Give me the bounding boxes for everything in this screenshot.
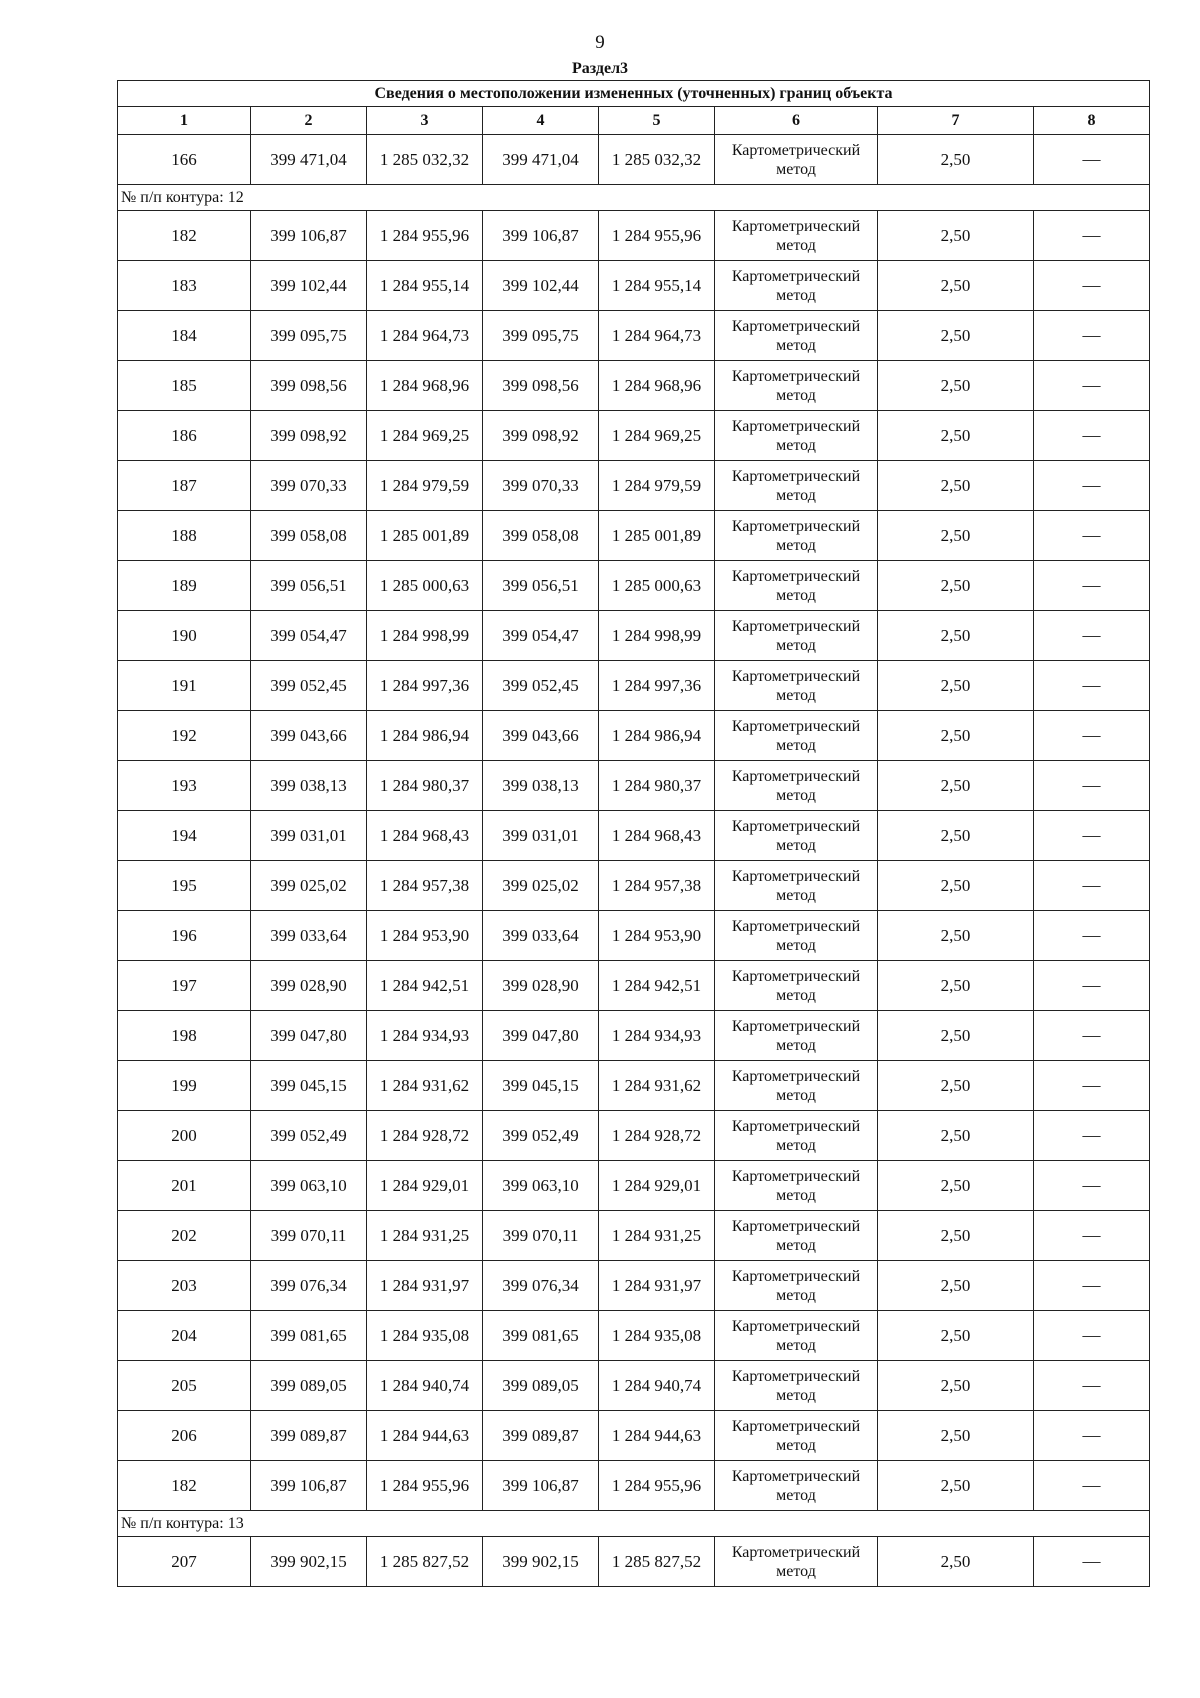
point-number-cell: 195 bbox=[118, 861, 251, 911]
table-row bbox=[118, 961, 1150, 1011]
y-old-cell: 1 284 944,63 bbox=[367, 1411, 483, 1461]
precision-cell: 2,50 bbox=[878, 1211, 1034, 1261]
y-old-cell: 1 284 931,25 bbox=[367, 1211, 483, 1261]
y-old-cell: 1 284 953,90 bbox=[367, 911, 483, 961]
description-cell: — bbox=[1034, 1311, 1150, 1361]
method-cell: Картометрический метод bbox=[715, 561, 878, 611]
precision-cell: 2,50 bbox=[878, 961, 1034, 1011]
precision-cell: 2,50 bbox=[878, 1011, 1034, 1061]
contour-label-row bbox=[118, 185, 1150, 211]
description-cell: — bbox=[1034, 1061, 1150, 1111]
precision-cell: 2,50 bbox=[878, 1411, 1034, 1461]
table-row bbox=[118, 1461, 1150, 1511]
table-title: Сведения о местоположении измененных (уточненных) границ объекта bbox=[118, 81, 1150, 107]
point-number-cell: 192 bbox=[118, 711, 251, 761]
x-old-cell: 399 047,80 bbox=[251, 1011, 367, 1061]
contour-label: № п/п контура: 12 bbox=[118, 185, 1150, 211]
y-new-cell: 1 284 935,08 bbox=[599, 1311, 715, 1361]
x-new-cell: 399 106,87 bbox=[483, 211, 599, 261]
x-old-cell: 399 052,49 bbox=[251, 1111, 367, 1161]
x-new-cell: 399 089,05 bbox=[483, 1361, 599, 1411]
y-old-cell: 1 284 986,94 bbox=[367, 711, 483, 761]
y-old-cell: 1 284 929,01 bbox=[367, 1161, 483, 1211]
x-old-cell: 399 058,08 bbox=[251, 511, 367, 561]
precision-cell: 2,50 bbox=[878, 1111, 1034, 1161]
x-old-cell: 399 098,56 bbox=[251, 361, 367, 411]
x-new-cell: 399 089,87 bbox=[483, 1411, 599, 1461]
precision-cell: 2,50 bbox=[878, 1061, 1034, 1111]
point-number-cell: 199 bbox=[118, 1061, 251, 1111]
point-number-cell: 200 bbox=[118, 1111, 251, 1161]
method-cell: Картометрический метод bbox=[715, 811, 878, 861]
y-new-cell: 1 284 955,96 bbox=[599, 211, 715, 261]
method-cell: Картометрический метод bbox=[715, 1311, 878, 1361]
table-row bbox=[118, 761, 1150, 811]
y-old-cell: 1 284 931,62 bbox=[367, 1061, 483, 1111]
x-old-cell: 399 106,87 bbox=[251, 1461, 367, 1511]
method-cell: Картометрический метод bbox=[715, 411, 878, 461]
description-cell: — bbox=[1034, 661, 1150, 711]
column-header: 5 bbox=[599, 107, 715, 135]
y-old-cell: 1 284 955,96 bbox=[367, 211, 483, 261]
y-new-cell: 1 284 953,90 bbox=[599, 911, 715, 961]
contour-label-row bbox=[118, 1511, 1150, 1537]
y-new-cell: 1 284 955,14 bbox=[599, 261, 715, 311]
x-new-cell: 399 025,02 bbox=[483, 861, 599, 911]
point-number-cell: 204 bbox=[118, 1311, 251, 1361]
y-new-cell: 1 284 998,99 bbox=[599, 611, 715, 661]
table-row bbox=[118, 1537, 1150, 1587]
description-cell: — bbox=[1034, 211, 1150, 261]
y-new-cell: 1 285 001,89 bbox=[599, 511, 715, 561]
method-cell: Картометрический метод bbox=[715, 861, 878, 911]
x-old-cell: 399 089,87 bbox=[251, 1411, 367, 1461]
method-cell: Картометрический метод bbox=[715, 1011, 878, 1061]
y-old-cell: 1 284 968,43 bbox=[367, 811, 483, 861]
x-new-cell: 399 052,45 bbox=[483, 661, 599, 711]
table-row bbox=[118, 1111, 1150, 1161]
description-cell: — bbox=[1034, 561, 1150, 611]
precision-cell: 2,50 bbox=[878, 1361, 1034, 1411]
point-number-cell: 198 bbox=[118, 1011, 251, 1061]
table-row bbox=[118, 1061, 1150, 1111]
precision-cell: 2,50 bbox=[878, 661, 1034, 711]
description-cell: — bbox=[1034, 811, 1150, 861]
y-old-cell: 1 284 968,96 bbox=[367, 361, 483, 411]
precision-cell: 2,50 bbox=[878, 761, 1034, 811]
description-cell: — bbox=[1034, 311, 1150, 361]
column-header: 7 bbox=[878, 107, 1034, 135]
y-old-cell: 1 284 940,74 bbox=[367, 1361, 483, 1411]
description-cell: — bbox=[1034, 1361, 1150, 1411]
y-old-cell: 1 284 955,96 bbox=[367, 1461, 483, 1511]
point-number-cell: 185 bbox=[118, 361, 251, 411]
x-old-cell: 399 081,65 bbox=[251, 1311, 367, 1361]
table-row bbox=[118, 1261, 1150, 1311]
precision-cell: 2,50 bbox=[878, 261, 1034, 311]
x-new-cell: 399 098,92 bbox=[483, 411, 599, 461]
method-cell: Картометрический метод bbox=[715, 661, 878, 711]
method-cell: Картометрический метод bbox=[715, 461, 878, 511]
boundary-table bbox=[117, 80, 1150, 1587]
method-cell: Картометрический метод bbox=[715, 1211, 878, 1261]
method-cell: Картометрический метод bbox=[715, 1461, 878, 1511]
y-new-cell: 1 284 955,96 bbox=[599, 1461, 715, 1511]
description-cell: — bbox=[1034, 261, 1150, 311]
table-row bbox=[118, 135, 1150, 185]
method-cell: Картометрический метод bbox=[715, 1361, 878, 1411]
point-number-cell: 205 bbox=[118, 1361, 251, 1411]
description-cell: — bbox=[1034, 911, 1150, 961]
description-cell: — bbox=[1034, 761, 1150, 811]
point-number-cell: 201 bbox=[118, 1161, 251, 1211]
y-old-cell: 1 284 955,14 bbox=[367, 261, 483, 311]
column-header-row bbox=[118, 107, 1150, 135]
y-old-cell: 1 284 928,72 bbox=[367, 1111, 483, 1161]
y-new-cell: 1 284 931,62 bbox=[599, 1061, 715, 1111]
x-new-cell: 399 095,75 bbox=[483, 311, 599, 361]
y-new-cell: 1 284 997,36 bbox=[599, 661, 715, 711]
description-cell: — bbox=[1034, 611, 1150, 661]
x-old-cell: 399 095,75 bbox=[251, 311, 367, 361]
description-cell: — bbox=[1034, 1161, 1150, 1211]
precision-cell: 2,50 bbox=[878, 1537, 1034, 1587]
y-new-cell: 1 285 000,63 bbox=[599, 561, 715, 611]
column-header: 8 bbox=[1034, 107, 1150, 135]
method-cell: Картометрический метод bbox=[715, 1111, 878, 1161]
x-old-cell: 399 076,34 bbox=[251, 1261, 367, 1311]
x-old-cell: 399 031,01 bbox=[251, 811, 367, 861]
y-new-cell: 1 284 968,43 bbox=[599, 811, 715, 861]
description-cell: — bbox=[1034, 461, 1150, 511]
table-title-row bbox=[118, 81, 1150, 107]
y-new-cell: 1 284 968,96 bbox=[599, 361, 715, 411]
table-row bbox=[118, 661, 1150, 711]
description-cell: — bbox=[1034, 1011, 1150, 1061]
column-header: 1 bbox=[118, 107, 251, 135]
precision-cell: 2,50 bbox=[878, 1161, 1034, 1211]
description-cell: — bbox=[1034, 135, 1150, 185]
table-row bbox=[118, 411, 1150, 461]
y-old-cell: 1 284 969,25 bbox=[367, 411, 483, 461]
method-cell: Картометрический метод bbox=[715, 611, 878, 661]
y-old-cell: 1 284 942,51 bbox=[367, 961, 483, 1011]
y-old-cell: 1 285 001,89 bbox=[367, 511, 483, 561]
method-cell: Картометрический метод bbox=[715, 135, 878, 185]
point-number-cell: 186 bbox=[118, 411, 251, 461]
precision-cell: 2,50 bbox=[878, 461, 1034, 511]
precision-cell: 2,50 bbox=[878, 1461, 1034, 1511]
point-number-cell: 206 bbox=[118, 1411, 251, 1461]
table-row bbox=[118, 611, 1150, 661]
x-new-cell: 399 102,44 bbox=[483, 261, 599, 311]
y-old-cell: 1 284 997,36 bbox=[367, 661, 483, 711]
method-cell: Картометрический метод bbox=[715, 1261, 878, 1311]
method-cell: Картометрический метод bbox=[715, 511, 878, 561]
table-row bbox=[118, 811, 1150, 861]
table-row bbox=[118, 861, 1150, 911]
x-new-cell: 399 070,11 bbox=[483, 1211, 599, 1261]
x-new-cell: 399 054,47 bbox=[483, 611, 599, 661]
description-cell: — bbox=[1034, 1537, 1150, 1587]
method-cell: Картометрический метод bbox=[715, 1537, 878, 1587]
x-old-cell: 399 038,13 bbox=[251, 761, 367, 811]
description-cell: — bbox=[1034, 1211, 1150, 1261]
x-new-cell: 399 471,04 bbox=[483, 135, 599, 185]
point-number-cell: 187 bbox=[118, 461, 251, 511]
point-number-cell: 197 bbox=[118, 961, 251, 1011]
y-new-cell: 1 285 827,52 bbox=[599, 1537, 715, 1587]
x-old-cell: 399 028,90 bbox=[251, 961, 367, 1011]
method-cell: Картометрический метод bbox=[715, 261, 878, 311]
y-new-cell: 1 284 928,72 bbox=[599, 1111, 715, 1161]
y-new-cell: 1 284 942,51 bbox=[599, 961, 715, 1011]
point-number-cell: 188 bbox=[118, 511, 251, 561]
column-header: 6 bbox=[715, 107, 878, 135]
description-cell: — bbox=[1034, 1411, 1150, 1461]
y-old-cell: 1 284 964,73 bbox=[367, 311, 483, 361]
x-old-cell: 399 043,66 bbox=[251, 711, 367, 761]
x-new-cell: 399 028,90 bbox=[483, 961, 599, 1011]
x-old-cell: 399 098,92 bbox=[251, 411, 367, 461]
x-new-cell: 399 052,49 bbox=[483, 1111, 599, 1161]
method-cell: Картометрический метод bbox=[715, 1411, 878, 1461]
table-body bbox=[118, 81, 1150, 1587]
x-old-cell: 399 063,10 bbox=[251, 1161, 367, 1211]
y-old-cell: 1 285 827,52 bbox=[367, 1537, 483, 1587]
x-old-cell: 399 070,33 bbox=[251, 461, 367, 511]
table-row bbox=[118, 1161, 1150, 1211]
description-cell: — bbox=[1034, 411, 1150, 461]
table-row bbox=[118, 361, 1150, 411]
table-row bbox=[118, 911, 1150, 961]
x-new-cell: 399 031,01 bbox=[483, 811, 599, 861]
x-new-cell: 399 063,10 bbox=[483, 1161, 599, 1211]
point-number-cell: 207 bbox=[118, 1537, 251, 1587]
y-new-cell: 1 284 931,97 bbox=[599, 1261, 715, 1311]
method-cell: Картометрический метод bbox=[715, 961, 878, 1011]
point-number-cell: 166 bbox=[118, 135, 251, 185]
table-row bbox=[118, 561, 1150, 611]
x-old-cell: 399 106,87 bbox=[251, 211, 367, 261]
table-row bbox=[118, 511, 1150, 561]
y-new-cell: 1 284 931,25 bbox=[599, 1211, 715, 1261]
x-old-cell: 399 902,15 bbox=[251, 1537, 367, 1587]
x-old-cell: 399 052,45 bbox=[251, 661, 367, 711]
point-number-cell: 184 bbox=[118, 311, 251, 361]
y-new-cell: 1 284 957,38 bbox=[599, 861, 715, 911]
y-old-cell: 1 284 980,37 bbox=[367, 761, 483, 811]
precision-cell: 2,50 bbox=[878, 1311, 1034, 1361]
precision-cell: 2,50 bbox=[878, 611, 1034, 661]
column-header: 4 bbox=[483, 107, 599, 135]
column-header: 2 bbox=[251, 107, 367, 135]
y-new-cell: 1 284 934,93 bbox=[599, 1011, 715, 1061]
x-new-cell: 399 043,66 bbox=[483, 711, 599, 761]
table-row bbox=[118, 1011, 1150, 1061]
point-number-cell: 196 bbox=[118, 911, 251, 961]
description-cell: — bbox=[1034, 1111, 1150, 1161]
precision-cell: 2,50 bbox=[878, 811, 1034, 861]
description-cell: — bbox=[1034, 511, 1150, 561]
y-old-cell: 1 284 934,93 bbox=[367, 1011, 483, 1061]
precision-cell: 2,50 bbox=[878, 561, 1034, 611]
y-new-cell: 1 284 986,94 bbox=[599, 711, 715, 761]
y-new-cell: 1 285 032,32 bbox=[599, 135, 715, 185]
y-old-cell: 1 284 998,99 bbox=[367, 611, 483, 661]
table-row bbox=[118, 261, 1150, 311]
x-new-cell: 399 902,15 bbox=[483, 1537, 599, 1587]
precision-cell: 2,50 bbox=[878, 711, 1034, 761]
method-cell: Картометрический метод bbox=[715, 1161, 878, 1211]
precision-cell: 2,50 bbox=[878, 211, 1034, 261]
method-cell: Картометрический метод bbox=[715, 311, 878, 361]
method-cell: Картометрический метод bbox=[715, 1061, 878, 1111]
contour-label: № п/п контура: 13 bbox=[118, 1511, 1150, 1537]
x-old-cell: 399 089,05 bbox=[251, 1361, 367, 1411]
precision-cell: 2,50 bbox=[878, 1261, 1034, 1311]
description-cell: — bbox=[1034, 1261, 1150, 1311]
x-new-cell: 399 098,56 bbox=[483, 361, 599, 411]
method-cell: Картометрический метод bbox=[715, 211, 878, 261]
section-title: Раздел3 bbox=[571, 60, 629, 77]
point-number-cell: 202 bbox=[118, 1211, 251, 1261]
precision-cell: 2,50 bbox=[878, 411, 1034, 461]
x-new-cell: 399 058,08 bbox=[483, 511, 599, 561]
y-new-cell: 1 284 980,37 bbox=[599, 761, 715, 811]
precision-cell: 2,50 bbox=[878, 361, 1034, 411]
point-number-cell: 190 bbox=[118, 611, 251, 661]
point-number-cell: 194 bbox=[118, 811, 251, 861]
y-new-cell: 1 284 929,01 bbox=[599, 1161, 715, 1211]
description-cell: — bbox=[1034, 711, 1150, 761]
description-cell: — bbox=[1034, 861, 1150, 911]
precision-cell: 2,50 bbox=[878, 861, 1034, 911]
x-old-cell: 399 045,15 bbox=[251, 1061, 367, 1111]
point-number-cell: 191 bbox=[118, 661, 251, 711]
x-new-cell: 399 045,15 bbox=[483, 1061, 599, 1111]
x-new-cell: 399 033,64 bbox=[483, 911, 599, 961]
table-row bbox=[118, 1311, 1150, 1361]
page-number: 9 bbox=[595, 32, 605, 53]
y-old-cell: 1 284 979,59 bbox=[367, 461, 483, 511]
table-row bbox=[118, 711, 1150, 761]
point-number-cell: 203 bbox=[118, 1261, 251, 1311]
point-number-cell: 182 bbox=[118, 1461, 251, 1511]
x-new-cell: 399 076,34 bbox=[483, 1261, 599, 1311]
method-cell: Картометрический метод bbox=[715, 361, 878, 411]
x-old-cell: 399 471,04 bbox=[251, 135, 367, 185]
table-row bbox=[118, 1361, 1150, 1411]
y-old-cell: 1 285 032,32 bbox=[367, 135, 483, 185]
x-old-cell: 399 102,44 bbox=[251, 261, 367, 311]
precision-cell: 2,50 bbox=[878, 135, 1034, 185]
x-old-cell: 399 054,47 bbox=[251, 611, 367, 661]
y-new-cell: 1 284 940,74 bbox=[599, 1361, 715, 1411]
precision-cell: 2,50 bbox=[878, 511, 1034, 561]
method-cell: Картометрический метод bbox=[715, 711, 878, 761]
x-old-cell: 399 056,51 bbox=[251, 561, 367, 611]
x-new-cell: 399 070,33 bbox=[483, 461, 599, 511]
method-cell: Картометрический метод bbox=[715, 761, 878, 811]
x-new-cell: 399 106,87 bbox=[483, 1461, 599, 1511]
description-cell: — bbox=[1034, 1461, 1150, 1511]
x-old-cell: 399 033,64 bbox=[251, 911, 367, 961]
x-new-cell: 399 081,65 bbox=[483, 1311, 599, 1361]
x-new-cell: 399 038,13 bbox=[483, 761, 599, 811]
y-old-cell: 1 284 957,38 bbox=[367, 861, 483, 911]
x-new-cell: 399 056,51 bbox=[483, 561, 599, 611]
y-new-cell: 1 284 979,59 bbox=[599, 461, 715, 511]
y-new-cell: 1 284 969,25 bbox=[599, 411, 715, 461]
point-number-cell: 183 bbox=[118, 261, 251, 311]
point-number-cell: 193 bbox=[118, 761, 251, 811]
y-new-cell: 1 284 964,73 bbox=[599, 311, 715, 361]
table-row bbox=[118, 1211, 1150, 1261]
table-row bbox=[118, 311, 1150, 361]
table-row bbox=[118, 1411, 1150, 1461]
description-cell: — bbox=[1034, 961, 1150, 1011]
y-old-cell: 1 284 935,08 bbox=[367, 1311, 483, 1361]
precision-cell: 2,50 bbox=[878, 311, 1034, 361]
method-cell: Картометрический метод bbox=[715, 911, 878, 961]
point-number-cell: 189 bbox=[118, 561, 251, 611]
column-header: 3 bbox=[367, 107, 483, 135]
x-old-cell: 399 070,11 bbox=[251, 1211, 367, 1261]
x-old-cell: 399 025,02 bbox=[251, 861, 367, 911]
y-new-cell: 1 284 944,63 bbox=[599, 1411, 715, 1461]
table-row bbox=[118, 211, 1150, 261]
description-cell: — bbox=[1034, 361, 1150, 411]
point-number-cell: 182 bbox=[118, 211, 251, 261]
precision-cell: 2,50 bbox=[878, 911, 1034, 961]
table-row bbox=[118, 461, 1150, 511]
y-old-cell: 1 284 931,97 bbox=[367, 1261, 483, 1311]
x-new-cell: 399 047,80 bbox=[483, 1011, 599, 1061]
y-old-cell: 1 285 000,63 bbox=[367, 561, 483, 611]
